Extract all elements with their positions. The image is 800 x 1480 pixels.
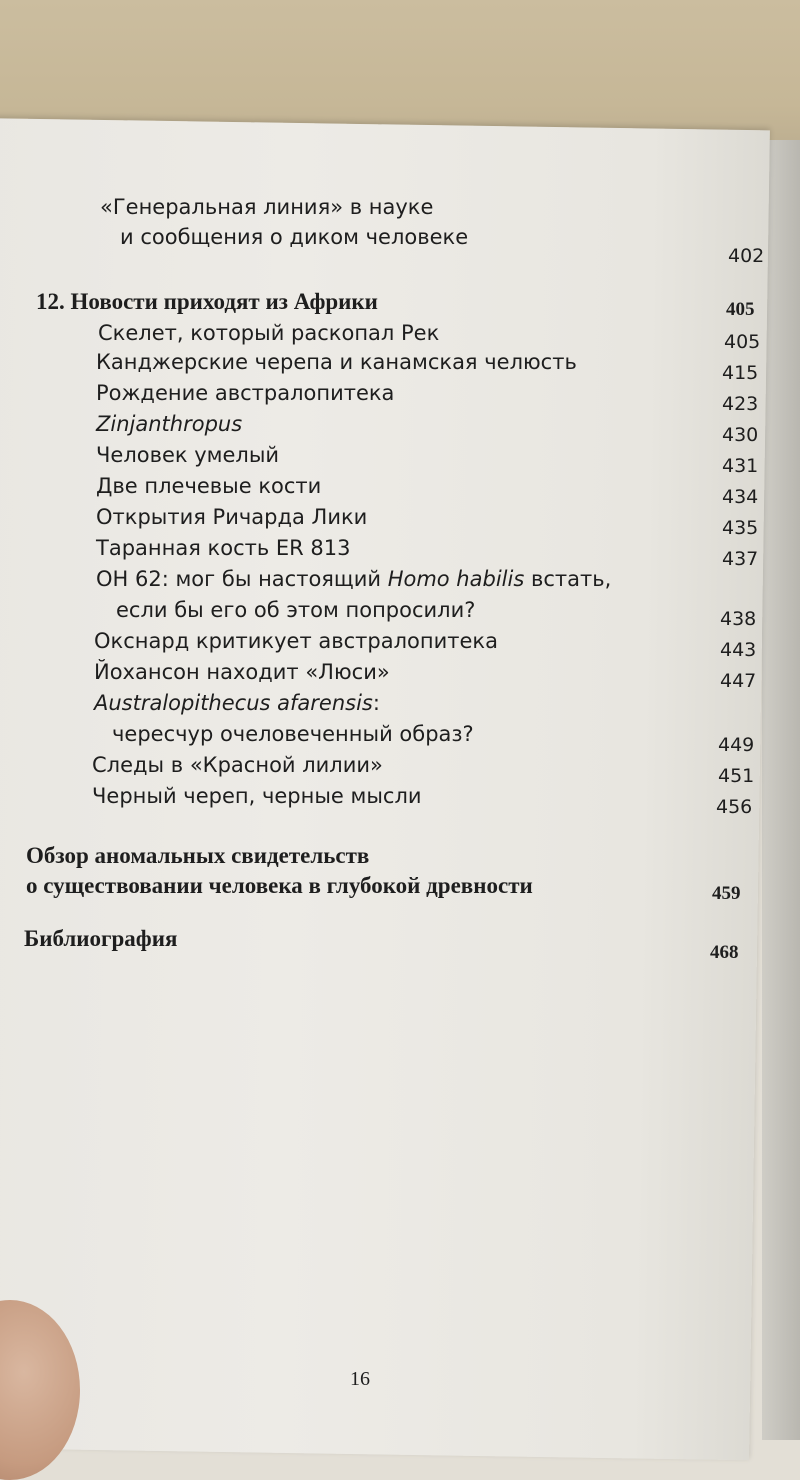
page-number: 437 [722, 548, 759, 570]
page-number: 438 [720, 608, 757, 630]
page-number: 431 [722, 455, 759, 477]
toc-entry-text: встать, [524, 567, 612, 591]
toc-entry: Две плечевые кости [96, 474, 322, 498]
toc-entry: Йохансон находит «Люси» [94, 660, 390, 684]
chapter-heading: 12. Новости приходят из Африки [36, 289, 378, 314]
toc-entry-italic: Homo habilis [387, 567, 525, 591]
toc-entry: Zinjanthropus [96, 412, 243, 436]
section-heading: о существовании человека в глубокой древности [26, 873, 533, 898]
toc-entry: Рождение австралопитека [96, 381, 395, 405]
toc-entry [94, 691, 380, 715]
page-number: 430 [722, 424, 759, 446]
toc-entry-italic: Australopithecus afarensis [94, 691, 373, 715]
toc-entry: Следы в «Красной лилии» [92, 753, 383, 777]
page-number: 447 [720, 670, 757, 692]
section-heading: Библиография [24, 926, 178, 951]
page-number: 468 [710, 942, 739, 963]
toc-entry: Канджерские черепа и канамская челюсть [96, 350, 577, 374]
page-number: 449 [718, 734, 755, 756]
page-folio: 16 [350, 1368, 370, 1390]
page-number: 415 [722, 362, 759, 384]
toc-entry-text: : [372, 691, 380, 715]
page-number: 434 [722, 486, 759, 508]
toc-entry: Открытия Ричарда Лики [96, 505, 368, 529]
toc-entry: если бы его об этом попросили? [116, 598, 476, 622]
toc-entry [96, 567, 611, 591]
toc-entry: чересчур очеловеченный образ? [112, 722, 474, 746]
toc-entry: Скелет, который раскопал Рек [98, 321, 440, 345]
page-number: 423 [722, 393, 759, 415]
page-number: 456 [716, 796, 753, 818]
toc-entry: Окснард критикует австралопитека [94, 629, 498, 653]
section-heading: Обзор аномальных свидетельств [26, 843, 370, 868]
page-number: 459 [712, 883, 741, 904]
page-number: 405 [726, 299, 755, 320]
page-number: 443 [720, 639, 757, 661]
toc-entry-text: ОН 62: мог бы настоящий [96, 567, 388, 591]
page-number: 451 [718, 765, 755, 787]
toc-entry: Черный череп, черные мысли [92, 784, 422, 808]
page-number: 405 [724, 331, 761, 353]
toc-entry: Таранная кость ER 813 [96, 536, 351, 560]
toc-entry: «Генеральная линия» в науке [100, 195, 434, 219]
page-number: 435 [722, 517, 759, 539]
toc-entry: и сообщения о диком человеке [120, 225, 469, 249]
page-number: 402 [728, 245, 765, 267]
toc-entry: Человек умелый [96, 443, 280, 467]
